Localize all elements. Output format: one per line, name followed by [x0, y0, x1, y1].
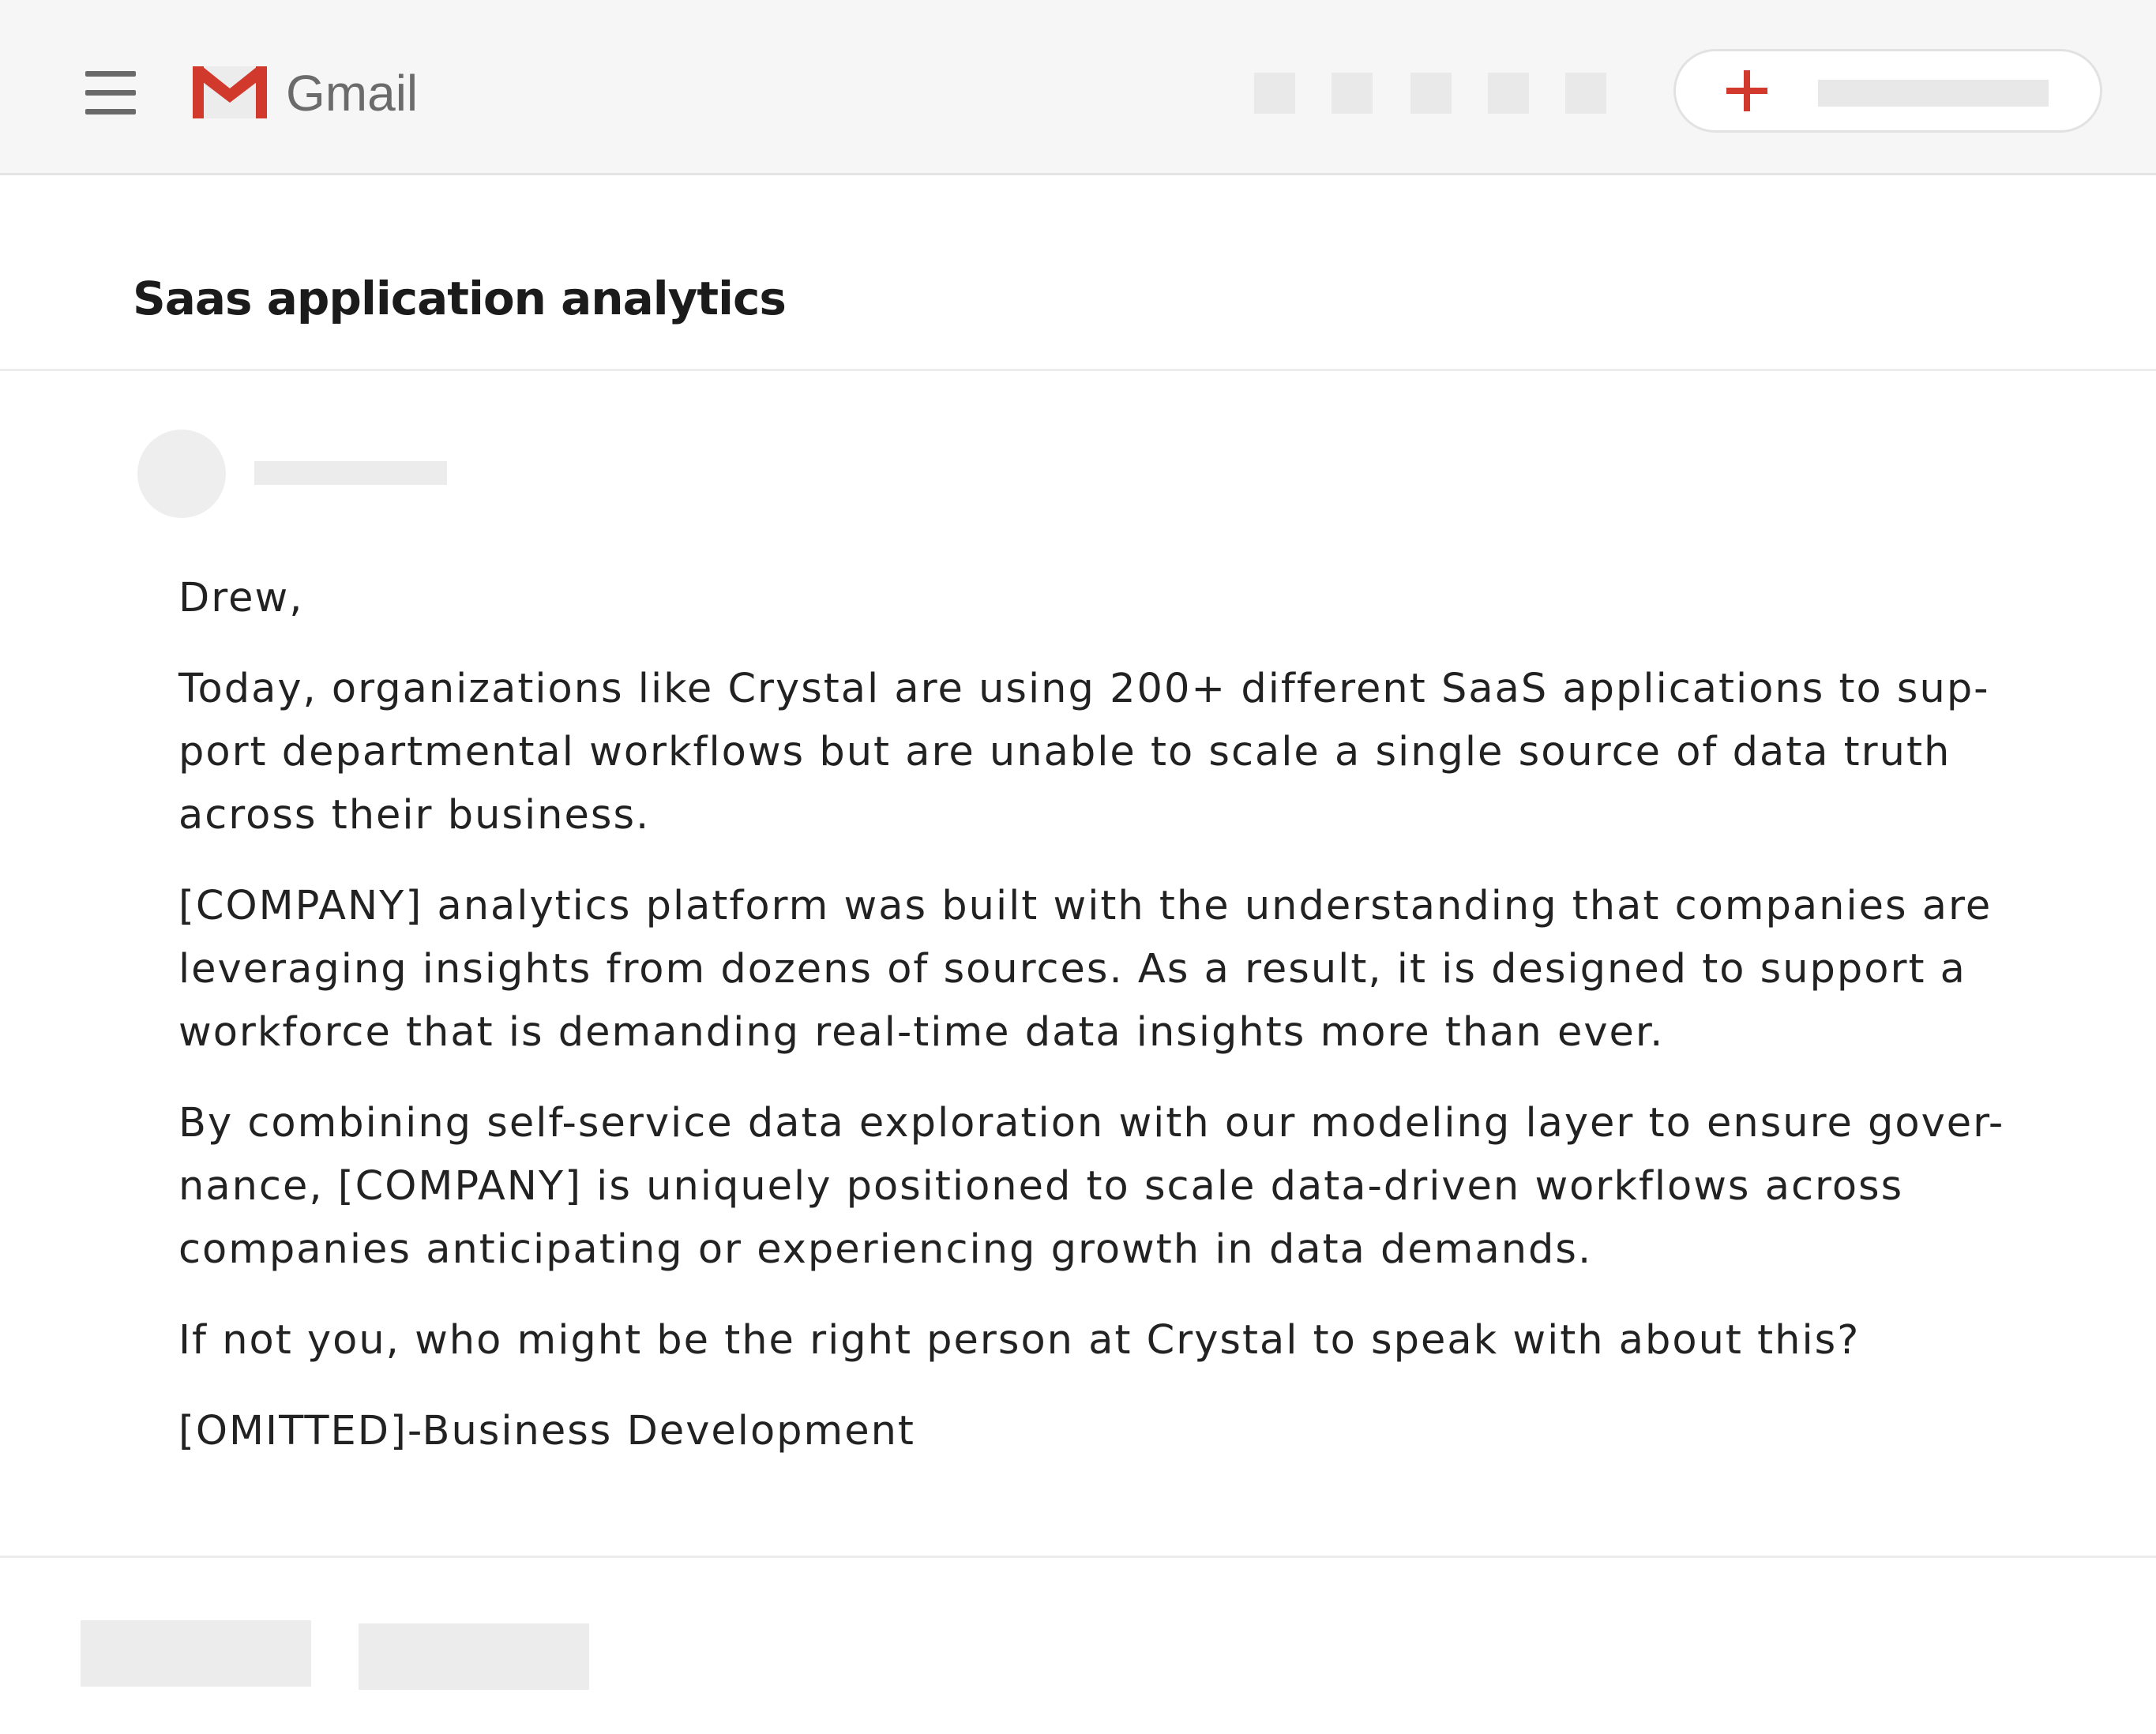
compose-button[interactable]: [1673, 49, 2102, 133]
toolbar-icon-5[interactable]: [1565, 73, 1606, 114]
body-paragraph-4: If not you, who might be the right person at Crystal to speak with about this?: [178, 1317, 1861, 1364]
body-paragraph-2: [178, 875, 1995, 1064]
sender-name-placeholder: [254, 461, 447, 485]
plus-icon: [1725, 69, 1769, 113]
body-line: By combining self-service data exploration with our modeling layer to ensure gover-: [178, 1100, 2005, 1147]
divider: [0, 1556, 2156, 1558]
body-line: across their business.: [178, 792, 651, 839]
body-line: nance, [COMPANY] is uniquely positioned to scale data-driven workflows across: [178, 1163, 1904, 1210]
subject-header: [0, 175, 2156, 371]
gmail-wordmark: Gmail: [286, 65, 419, 122]
email-subject: Saas application analytics: [133, 272, 786, 325]
greeting: Drew,: [178, 575, 304, 621]
body-line: companies anticipating or experiencing growth in data demands.: [178, 1226, 1593, 1273]
body-line: port departmental workflows but are unable to scale a single source of data truth: [178, 729, 1951, 775]
body-line: leveraging insights from dozens of sources. As a result, it is designed to support a: [178, 946, 1966, 993]
body-paragraph-3: [178, 1092, 2005, 1282]
body-line: workforce that is demanding real-time data insights more than ever.: [178, 1009, 1665, 1056]
body-paragraph-1: [178, 658, 1995, 847]
top-app-bar: [0, 0, 2156, 175]
email-signature: [OMITTED]-Business Development: [178, 1408, 915, 1454]
hamburger-menu-icon[interactable]: [85, 71, 136, 114]
sender-avatar[interactable]: [137, 430, 226, 518]
gmail-m-logo-icon[interactable]: [193, 65, 267, 120]
toolbar-icon-2[interactable]: [1332, 73, 1373, 114]
body-line: Today, organizations like Crystal are using 200+ different SaaS applications to sup-: [178, 666, 1990, 712]
compose-label-placeholder: [1818, 80, 2049, 107]
forward-button[interactable]: [359, 1623, 589, 1690]
reply-button[interactable]: [81, 1620, 311, 1687]
toolbar-icon-4[interactable]: [1488, 73, 1529, 114]
toolbar-icon-3[interactable]: [1410, 73, 1452, 114]
toolbar-icon-1[interactable]: [1254, 73, 1295, 114]
email-body: [178, 567, 2005, 1491]
body-line: [COMPANY] analytics platform was built with the understanding that companies are: [178, 883, 1993, 929]
